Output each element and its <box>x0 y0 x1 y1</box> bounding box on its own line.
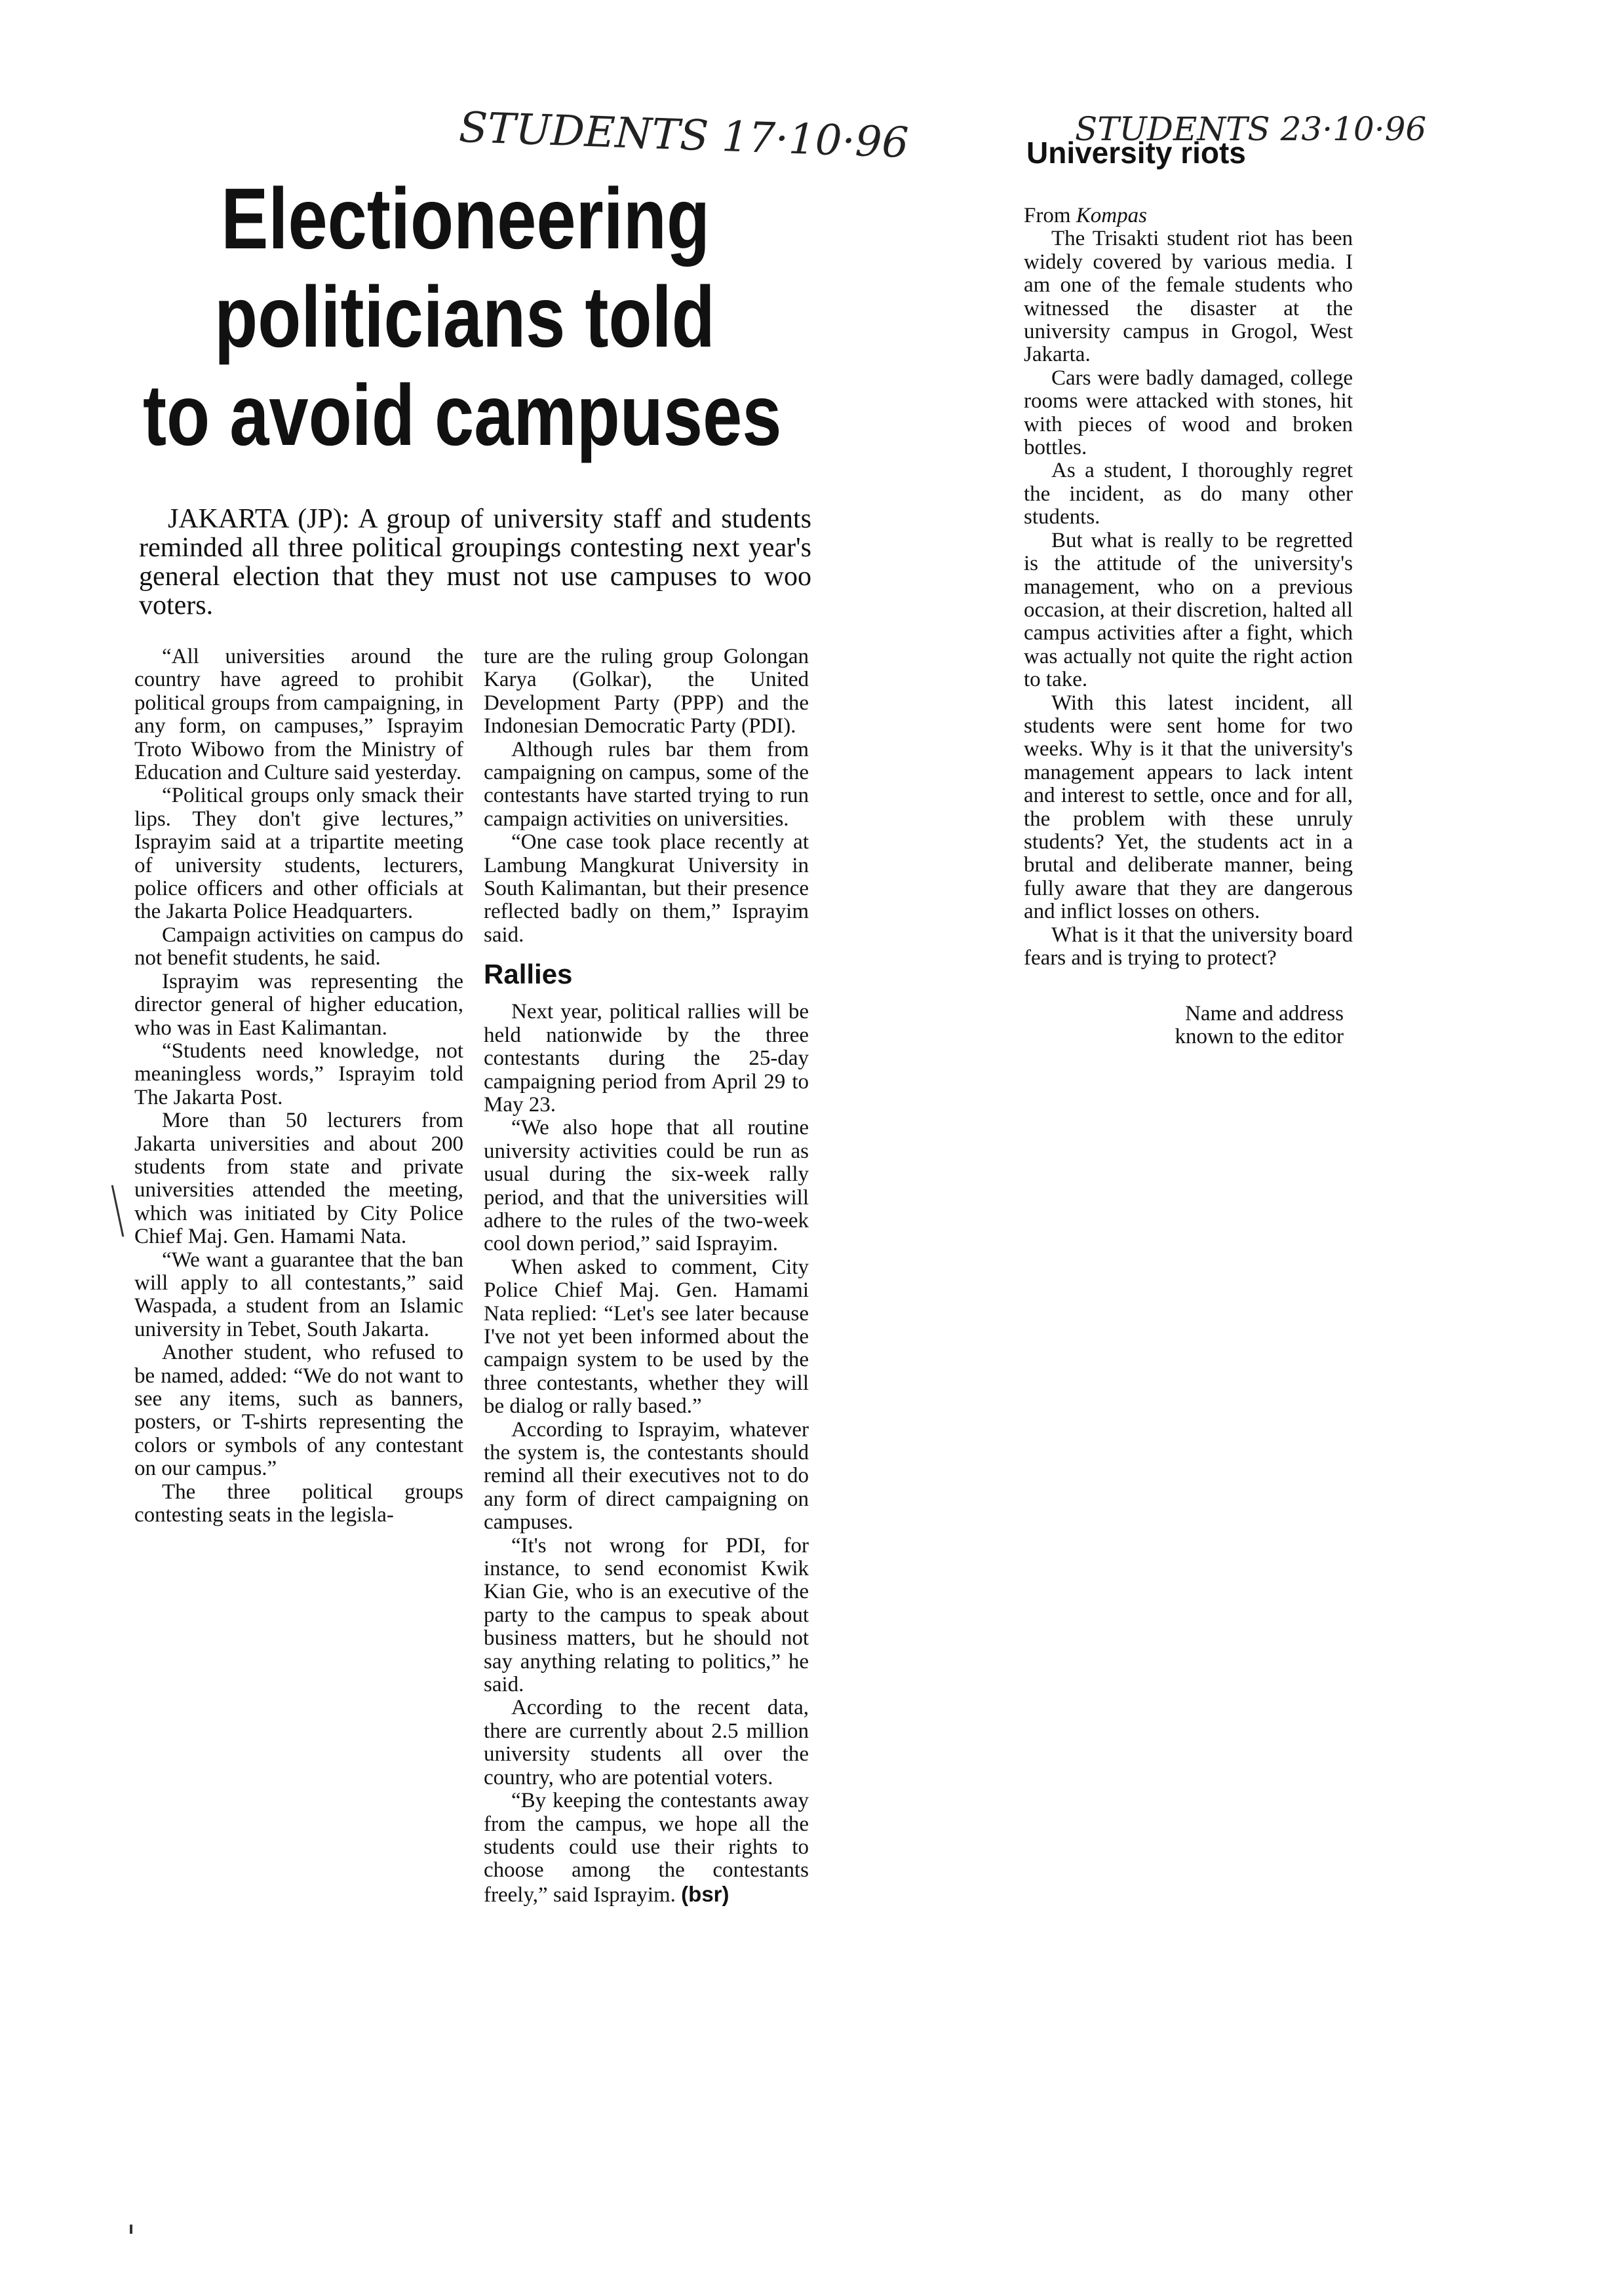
col1-para-9: The three political groups contesting seats in the legisla- <box>134 1480 463 1527</box>
rallies-para-2: “We also hope that all routine university activities could be run as usual during the six-week rally period, and that the universities will adhere to the rules of the two-week cool down period,” said Isprayim. <box>484 1116 809 1256</box>
col2-para-2: Although rules bar them from campaigning on campus, some of the contestants have started trying to run campaign activities on universities. <box>484 737 809 831</box>
scan-bracket-mark <box>111 1185 125 1237</box>
headline-line-2: politicians told <box>214 269 715 365</box>
lead-paragraph: JAKARTA (JP): A group of university staff and students reminded all three political groupings contesting next year's general election that they must not use campuses to woo voters. <box>139 504 811 621</box>
col1-para-1: “All universities around the country have agreed to prohibit political groups from campaigning, in any form, on campuses,” Isprayim Troto Wibowo from the Ministry of Education and Culture said yesterday. <box>134 645 463 785</box>
scan-dot-mark <box>130 2225 132 2234</box>
letter-source-prefix: From <box>1024 204 1071 227</box>
col1-para-5: “Students need knowledge, not meaningless words,” Isprayim told The Jakarta Post. <box>134 1039 463 1109</box>
letter-para-6: What is it that the university board fears and is trying to protect? <box>1024 923 1353 970</box>
headline-line-3: to avoid campuses <box>143 367 782 463</box>
letter-body <box>1024 204 1353 1048</box>
rallies-para-5: “It's not wrong for PDI, for instance, to send economist Kwik Kian Gie, who is an executive of the party to the campus to speak about business matters, but he should not say anything relating to politics,” he said. <box>484 1533 809 1697</box>
rallies-para-1: Next year, political rallies will be held nationwide by the three contestants during the 25-day campaigning period from April 29 to May 23. <box>484 1000 809 1117</box>
rallies-para-4: According to Isprayim, whatever the system is, the contestants should remind all their executives not to do any form of direct campaigning on campuses. <box>484 1417 809 1535</box>
col2-para-1: ture are the ruling group Golongan Karya (Golkar), the United Development Party (PPP) and the Indonesian Democratic Party (PDI). <box>484 645 809 738</box>
col1-para-7: “We want a guarantee that the ban will apply to all contestants,” said Waspada, a student from an Islamic university in Tebet, South Jakarta. <box>134 1248 463 1341</box>
headline <box>131 170 826 470</box>
letter-para-1: The Trisakti student riot has been widely covered by various media. I am one of the female students who witnessed the disaster at the university campus in Grogol, West Jakarta. <box>1024 227 1353 367</box>
col1-para-8: Another student, who refused to be named, added: “We do not want to see any items, such as banners, posters, or T-shirts representing the colors or symbols of any contestant on our campus.” <box>134 1341 463 1481</box>
col1-para-6: More than 50 lecturers from Jakarta universities and about 200 students from state and private universities attended the meeting, which was initiated by City Police Chief Maj. Gen. Hamami Nata. <box>134 1109 463 1249</box>
article-column-2 <box>484 645 809 1907</box>
rallies-para-7-text: “By keeping the contestants away from the campus, we hope all the students could use their rights to choose among the contestants freely,” said Isprayim. <box>484 1789 809 1907</box>
headline-line-1: Electioneering <box>221 170 710 267</box>
letter-para-3: As a student, I thoroughly regret the incident, as do many other students. <box>1024 459 1353 529</box>
letter-title: University riots <box>1026 136 1246 170</box>
article-column-1 <box>134 645 463 1527</box>
signature-line-2: known to the editor <box>1175 1025 1344 1049</box>
rallies-para-6: According to the recent data, there are currently about 2.5 million university students all over the country, who are potential voters. <box>484 1696 809 1789</box>
letter-para-5: With this latest incident, all students were sent home for two weeks. Why is it that the university's management appears to lack intent and interest to settle, once and for all, the problem with these unruly students? Yet, the students act in a brutal and deliberate manner, being fully aware that they are dangerous and inflict losses on others. <box>1024 691 1353 924</box>
subhead-rallies: Rallies <box>484 959 573 990</box>
col1-para-3: Campaign activities on campus do not benefit students, he said. <box>134 923 463 970</box>
col1-para-4: Isprayim was representing the director general of higher education, who was in East Kalimantan. <box>134 969 463 1040</box>
col1-para-2: “Political groups only smack their lips. They don't give lectures,” Isprayim said at a tripartite meeting of university students, lecturers, police officers and other officials at the Jakarta Police Headquarters. <box>134 784 463 924</box>
rallies-para-7 <box>484 1789 809 1907</box>
byline: (bsr) <box>681 1881 730 1906</box>
letter-source-name: Kompas <box>1076 204 1147 227</box>
letter-signature <box>1024 1003 1353 1048</box>
handwritten-date-note: STUDENTS 17·10·96 <box>457 104 910 168</box>
rallies-para-3: When asked to comment, City Police Chief Maj. Gen. Hamami Nata replied: “Let's see later because I've not yet been informed about the campaign system to be used by the three contestants, whether they will be dialog or rally based.” <box>484 1255 809 1419</box>
letter-para-2: Cars were badly damaged, college rooms were attacked with stones, hit with pieces of wood and broken bottles. <box>1024 366 1353 460</box>
signature-line-1: Name and address <box>1185 1002 1344 1026</box>
handwritten-date-note-2: STUDENTS 23·10·96 <box>1075 110 1427 148</box>
letter-source <box>1024 204 1353 227</box>
letter-para-4: But what is really to be regretted is the attitude of the university's management, who on a previous occasion, at their discretion, halted all campus activities after a fight, which was actually not quite the right action to take. <box>1024 528 1353 692</box>
col2-para-3: “One case took place recently at Lambung Mangkurat University in South Kalimantan, but their presence reflected badly on them,” Isprayim said. <box>484 830 809 947</box>
